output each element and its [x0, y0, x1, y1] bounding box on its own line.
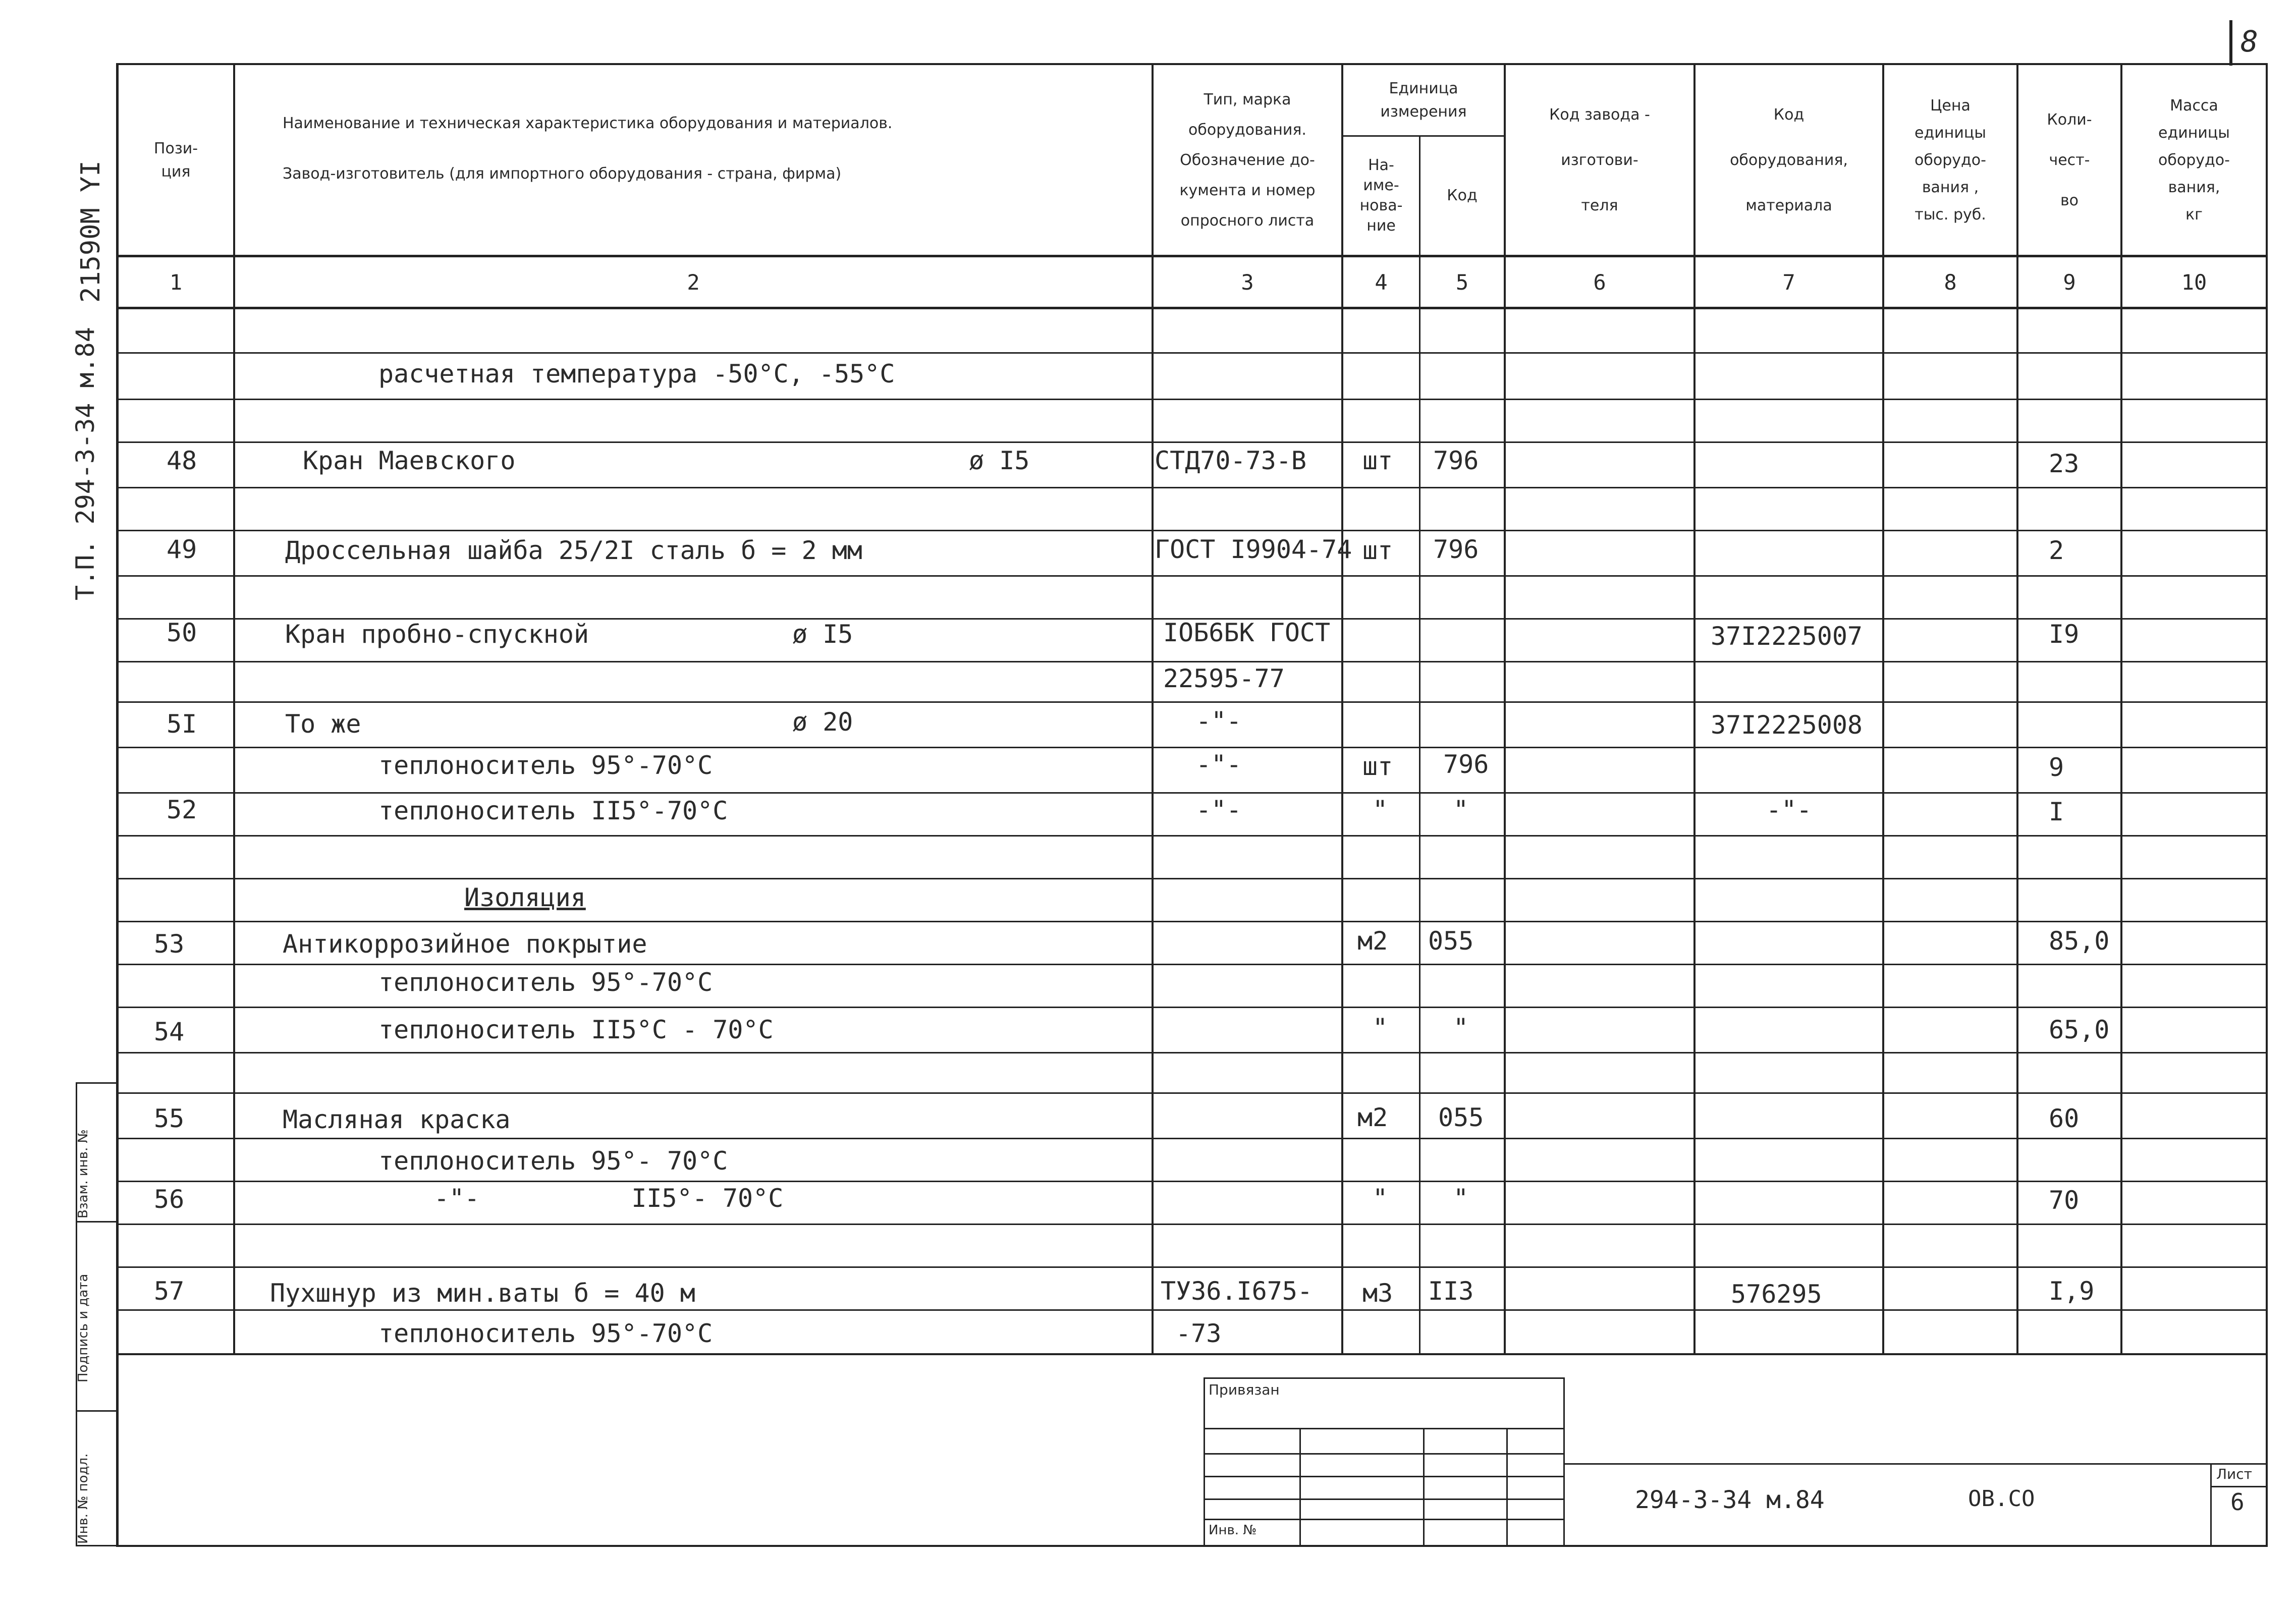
row-position: 57: [154, 1276, 185, 1306]
row-quantity: 65,0: [2049, 1015, 2110, 1044]
row-name: Антикоррозийное покрытие: [283, 929, 647, 959]
left-strip-replace-inv: Взам. инв. №: [76, 1129, 91, 1218]
row-equipment-code: -"-: [1766, 795, 1812, 824]
row-position: 53: [154, 929, 185, 959]
header-quantity: Коли- чест- во: [2047, 110, 2092, 209]
row-unit: ": [1373, 795, 1388, 824]
row-unit: м2: [1357, 926, 1388, 956]
row-equipment-code: 37I2225007: [1711, 622, 1863, 651]
header-position: Пози- ция: [153, 139, 198, 181]
col-number-10: 10: [2181, 269, 2207, 295]
row-diameter: ø I5: [969, 446, 1030, 475]
row-quantity: I: [2049, 797, 2064, 826]
row-position: 50: [167, 618, 197, 647]
row-unit-code: 796: [1433, 446, 1479, 475]
row-quantity: 2: [2049, 536, 2064, 565]
row-type: -"-: [1196, 706, 1242, 736]
row-name: Кран Маевского: [303, 446, 516, 475]
row-name: -"- II5°- 70°С: [434, 1184, 784, 1213]
row-diameter: ø 20: [792, 707, 853, 737]
row-type: -73: [1176, 1319, 1222, 1348]
left-strip-signature-date: Подпись и дата: [76, 1273, 91, 1382]
row-name: расчетная температура -50°С, -55°С: [378, 359, 895, 388]
row-position: 54: [154, 1017, 185, 1046]
header-factory-code: Код завода - изготови- теля: [1549, 105, 1650, 214]
row-position: 5I: [167, 709, 197, 739]
stamp-privyazan: Привязан: [1209, 1381, 1280, 1398]
row-unit-code: 796: [1433, 535, 1479, 564]
row-type: СТД70-73-В: [1155, 446, 1307, 475]
row-name: Дроссельная шайба 25/2I сталь б = 2 мм: [285, 536, 862, 565]
row-name: теплоноситель II5°С - 70°С: [378, 1015, 774, 1044]
header-type: Тип, марка оборудования. Обозначение до- кумента и номер опросного листа: [1179, 90, 1316, 230]
header-unit-code: Код: [1447, 187, 1478, 204]
row-unit: м2: [1357, 1103, 1388, 1132]
row-type: 22595-77: [1163, 664, 1285, 693]
header-unit-mass: Масса единицы оборудо- вания, кг: [2158, 96, 2230, 224]
header-equipment-code: Код оборудования, материала: [1730, 105, 1848, 214]
row-diameter: ø I5: [792, 620, 853, 649]
row-position: 52: [167, 795, 197, 824]
col-number-1: 1: [169, 269, 183, 295]
row-name: теплоноситель 95°- 70°С: [378, 1146, 728, 1176]
row-name: теплоноситель II5°-70°С: [378, 796, 728, 825]
col-number-9: 9: [2063, 269, 2076, 295]
row-name: теплоноситель 95°-70°С: [378, 968, 713, 997]
stamp-list-number: 6: [2230, 1488, 2245, 1516]
row-quantity: 23: [2049, 449, 2080, 478]
col-number-2: 2: [687, 269, 700, 295]
row-unit-code: 796: [1443, 750, 1489, 779]
header-unit-name: На- име- нова- ние: [1359, 156, 1403, 235]
stamp-inv-number: Инв. №: [1209, 1523, 1257, 1538]
left-strip-inv-number: Инв. № подл.: [76, 1453, 91, 1544]
col-number-3: 3: [1241, 269, 1254, 295]
row-type: -"-: [1196, 795, 1242, 824]
row-unit: м3: [1362, 1279, 1393, 1308]
row-type: IОБ6БК ГОСТ: [1163, 618, 1331, 647]
row-unit: шт: [1362, 752, 1393, 781]
col-number-7: 7: [1782, 269, 1795, 295]
side-code-series: 21590M YI: [76, 160, 106, 303]
row-quantity: 85,0: [2049, 926, 2110, 956]
row-type: ТУ36.I675-: [1161, 1276, 1313, 1306]
row-position: 49: [167, 535, 197, 564]
stamp-sheet-code: ОВ.СО: [1968, 1486, 2035, 1512]
row-equipment-code: 37I2225008: [1711, 710, 1863, 740]
header-unit: Единица измерения: [1380, 80, 1467, 121]
row-quantity: 70: [2049, 1186, 2080, 1215]
row-position: 48: [167, 446, 197, 475]
row-name: Пухшнур из мин.ваты б = 40 м: [270, 1279, 695, 1308]
header-unit-price: Цена единицы оборудо- вания , тыс. руб.: [1915, 96, 1986, 224]
row-unit: ": [1373, 1013, 1388, 1042]
header-name: Наименование и техническая характеристика оборудования и материалов.: [283, 115, 893, 132]
row-unit-code: ": [1453, 795, 1469, 824]
side-code-project: Т.П. 294-3-34 м.84: [71, 327, 100, 600]
col-number-8: 8: [1944, 269, 1957, 295]
row-name: Масляная краска: [283, 1105, 511, 1134]
sheet-corner-number: 8: [2240, 24, 2258, 59]
row-quantity: 9: [2049, 753, 2064, 782]
row-unit: ": [1373, 1184, 1388, 1213]
row-unit: шт: [1362, 536, 1393, 565]
row-unit-code: II3: [1428, 1276, 1474, 1306]
row-unit-code: 055: [1438, 1103, 1484, 1132]
row-unit: шт: [1362, 446, 1393, 475]
section-heading-insulation: Изоляция: [464, 883, 586, 912]
stamp-document-code: 294-3-34 м.84: [1635, 1486, 1825, 1514]
row-name: теплоноситель 95°-70°С: [378, 751, 713, 780]
col-number-4: 4: [1375, 269, 1388, 295]
row-type: ГОСТ I9904-74: [1155, 535, 1352, 564]
row-equipment-code: 576295: [1731, 1280, 1822, 1309]
row-quantity: 60: [2049, 1104, 2080, 1133]
row-type: -"-: [1196, 750, 1242, 779]
row-quantity: I9: [2049, 620, 2080, 649]
stamp-list-label: Лист: [2216, 1466, 2252, 1482]
row-unit-code: 055: [1428, 926, 1474, 956]
row-unit-code: ": [1453, 1184, 1469, 1213]
header-manufacturer: Завод-изготовитель (для импортного оборудования - страна, фирма): [283, 165, 842, 183]
col-number-6: 6: [1593, 269, 1606, 295]
row-unit-code: ": [1453, 1013, 1469, 1042]
row-position: 56: [154, 1185, 185, 1214]
row-quantity: I,9: [2049, 1276, 2095, 1306]
col-number-5: 5: [1455, 269, 1469, 295]
row-name: То же: [285, 709, 361, 739]
row-name: Кран пробно-спускной: [285, 620, 589, 649]
row-position: 55: [154, 1104, 185, 1133]
row-name: теплоноситель 95°-70°С: [378, 1319, 713, 1348]
